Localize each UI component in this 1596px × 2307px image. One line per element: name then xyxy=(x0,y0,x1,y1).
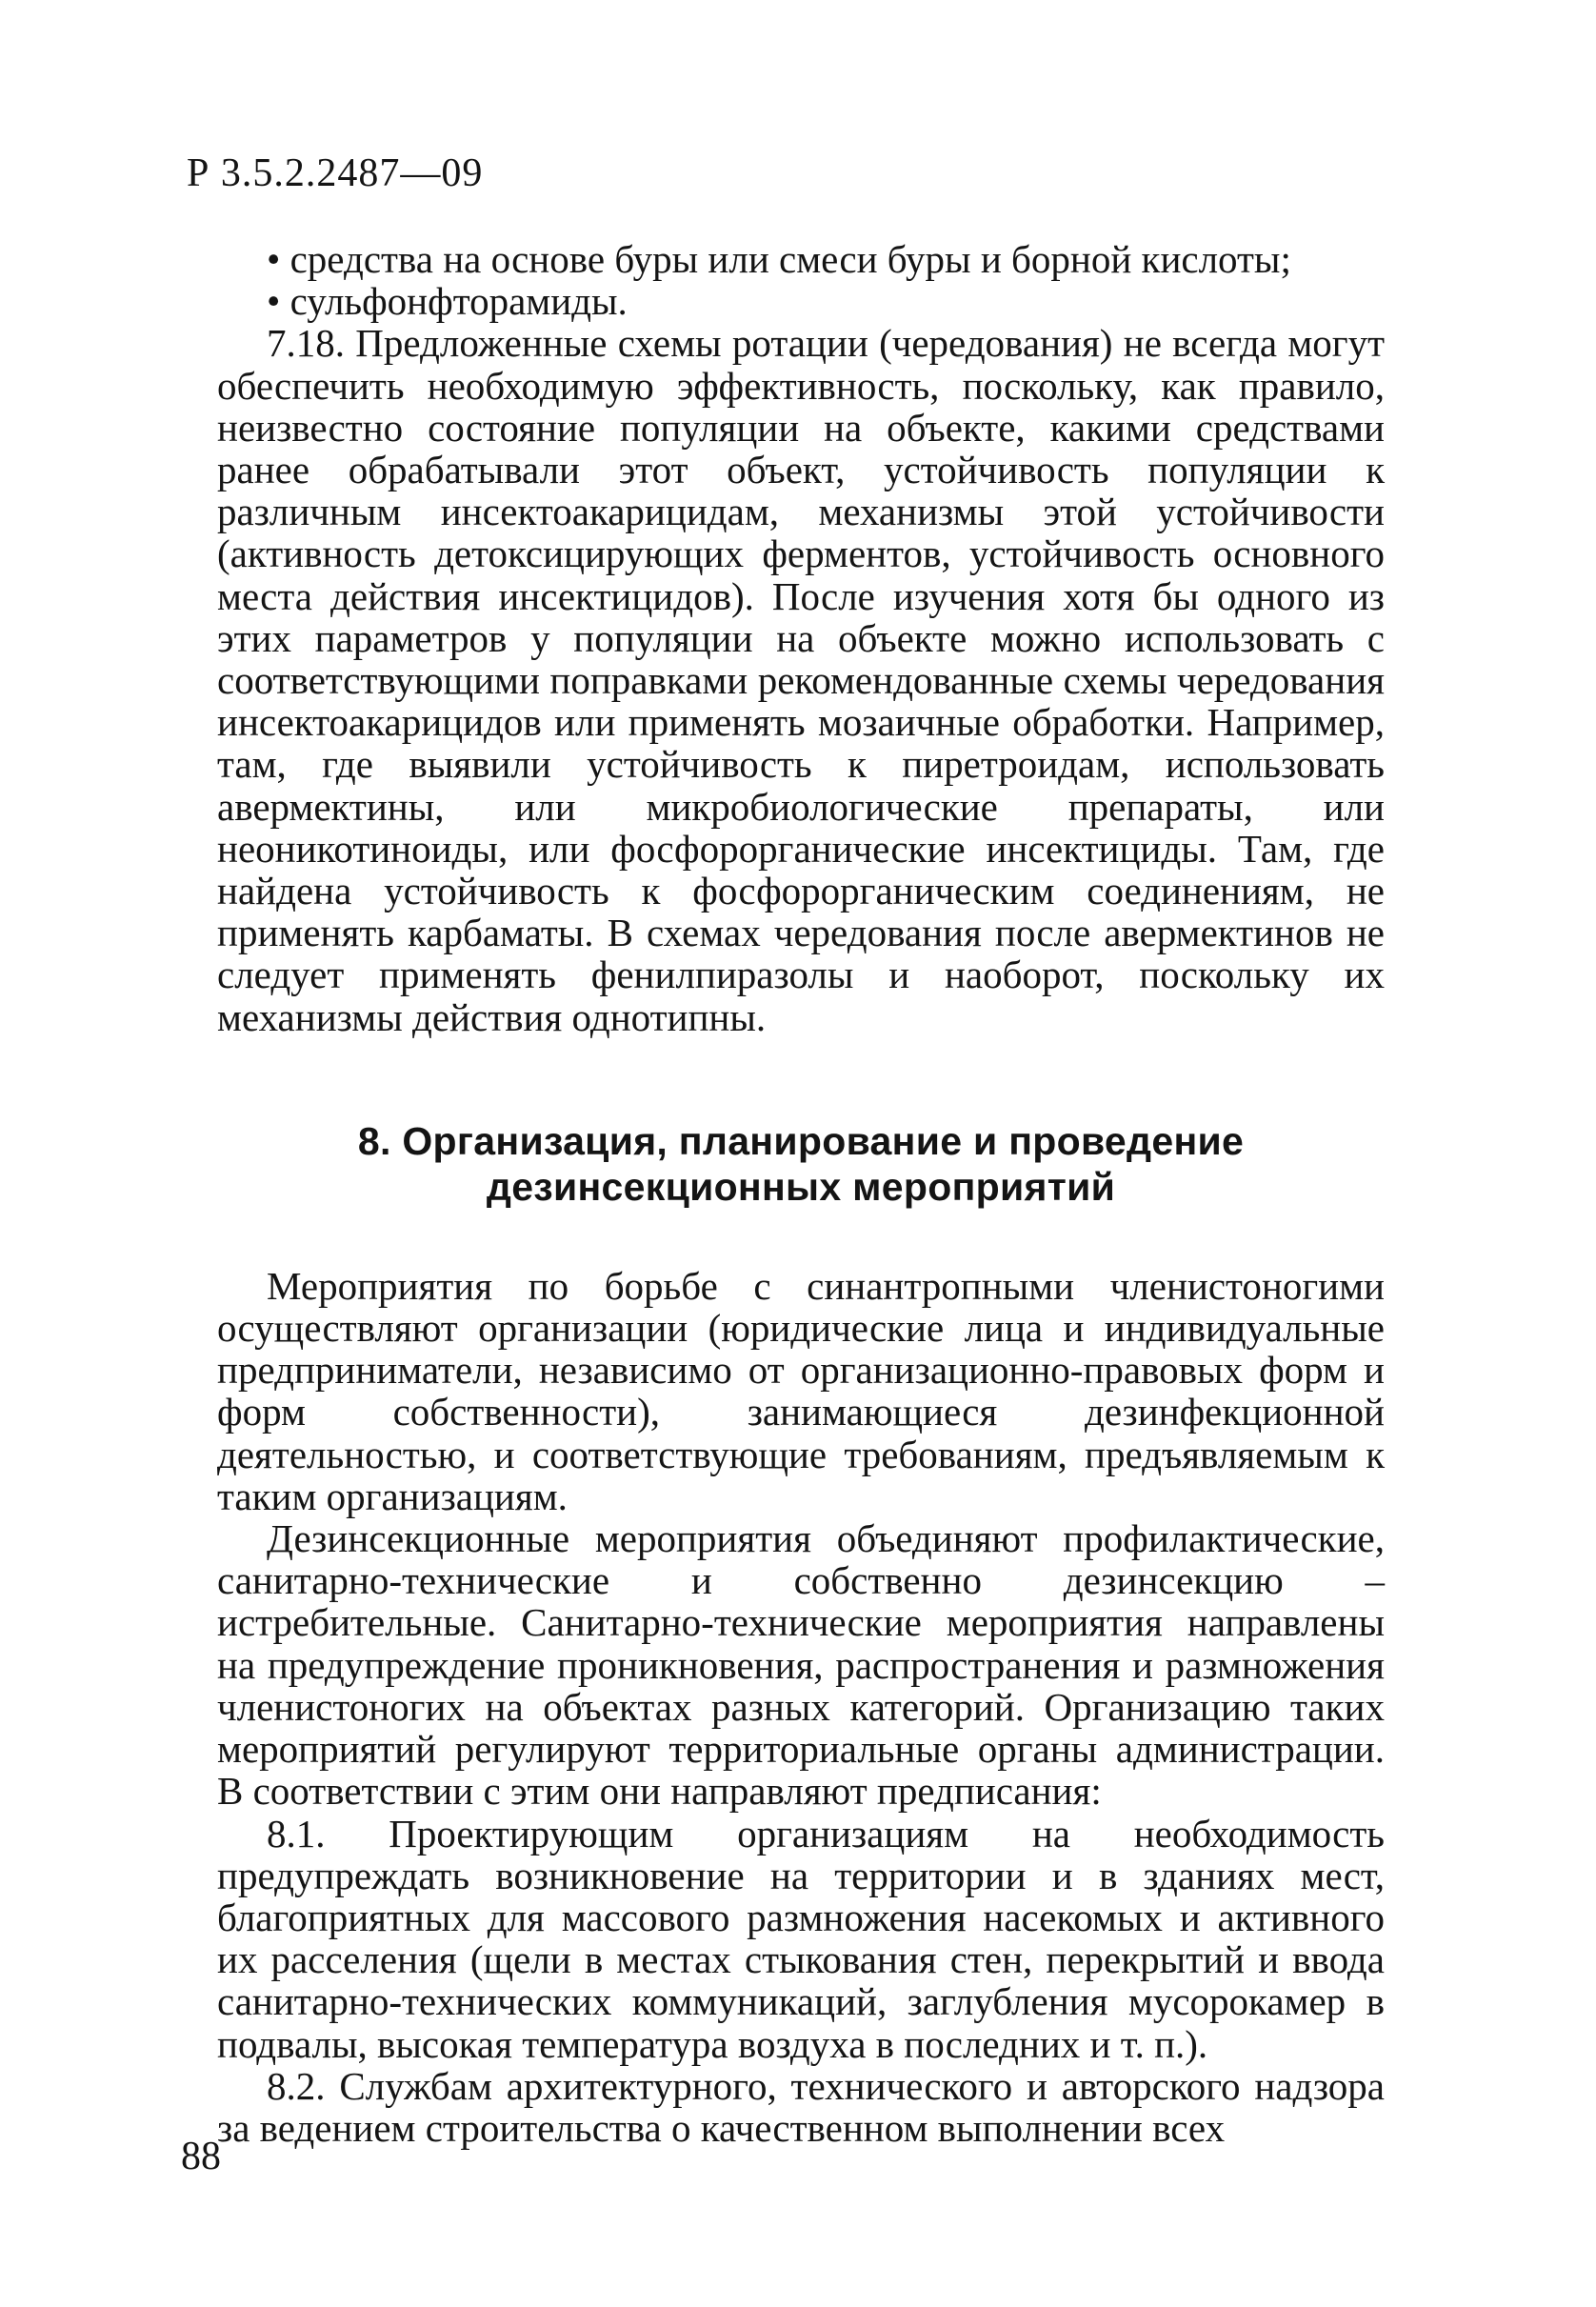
section-8-heading-line2: дезинсекционных мероприятий xyxy=(486,1164,1116,1209)
paragraph-8-2: 8.2. Службам архитектурного, технического и авторского надзора за ведением строительства о качественном выполнении всех xyxy=(217,2063,1385,2150)
paragraph-7-18: 7.18. Предложенные схемы ротации (чередования) не всегда могут обеспечить необходимую эффективность, поскольку, как правило, неизвестно состояние популяции на объекте, какими средствами ранее обрабатывали этот объект, устойчивость популяции к различным инсектоакарицидам, механизмы этой устойчивости (активность детоксицирующих ферментов, устойчивость основного места действия инсектицидов). После изучения хотя бы одного из этих параметров у популяции на объекте можно использовать с соответствующими поправками рекомендованные схемы чередования инсектоакарицидов или применять мозаичные обработки. Например, там, где выявили устойчивость к пиретроидам, использовать авермектины, или микробиологические препараты, или неоникотиноиды, или фосфорорганические инсектициды. Там, где найдена устойчивость к фосфорорганическим соединениям, не применять карбаматы. В схемах чередования после авермектинов не следует применять фенилпиразолы и наоборот, поскольку их механизмы действия однотипны. xyxy=(217,321,1385,1039)
bullet-item-borax: • средства на основе буры или смеси буры и борной кислоты; xyxy=(267,237,1291,281)
section-8-paragraph-2: Дезинсекционные мероприятия объединяют профилактические, санитарно-технические и собственно дезинсекцию – истребительные. Санитарно-технические мероприятия направлены на предупреждение проникновения, распространения и размножения членистоногих на объектах разных категорий. Организацию таких мероприятий регулируют территориальные органы администрации. В соответствии с этим они направляют предписания: xyxy=(217,1516,1385,1814)
document-code: Р 3.5.2.2487—09 xyxy=(187,151,484,195)
section-8-heading-line1: 8. Организация, планирование и проведение xyxy=(357,1118,1245,1163)
bullet-item-sulfonfluoramides: • сульфонфторамиды. xyxy=(267,279,628,324)
page-number: 88 xyxy=(181,2135,221,2178)
paragraph-8-1: 8.1. Проектирующим организациям на необходимость предупреждать возникновение на территории и в зданиях мест, благоприятных для массового размножения насекомых и активного их расселения (щели в местах стыкования стен, перекрытий и ввода санитарно-технических коммуникаций, заглубления мусорокамер в подвалы, высокая температура воздуха в последних и т. п.). xyxy=(217,1811,1385,2066)
page-body xyxy=(217,238,1385,2149)
section-8-heading xyxy=(217,1118,1385,1210)
section-8-paragraph-1: Мероприятия по борьбе с синантропными членистоногими осуществляют организации (юридические лица и индивидуальные предприниматели, независимо от организационно-правовых форм и форм собственности), занимающиеся дезинфекционной деятельностью, и соответствующие требованиям, предъявляемым к таким организациям. xyxy=(217,1263,1385,1518)
